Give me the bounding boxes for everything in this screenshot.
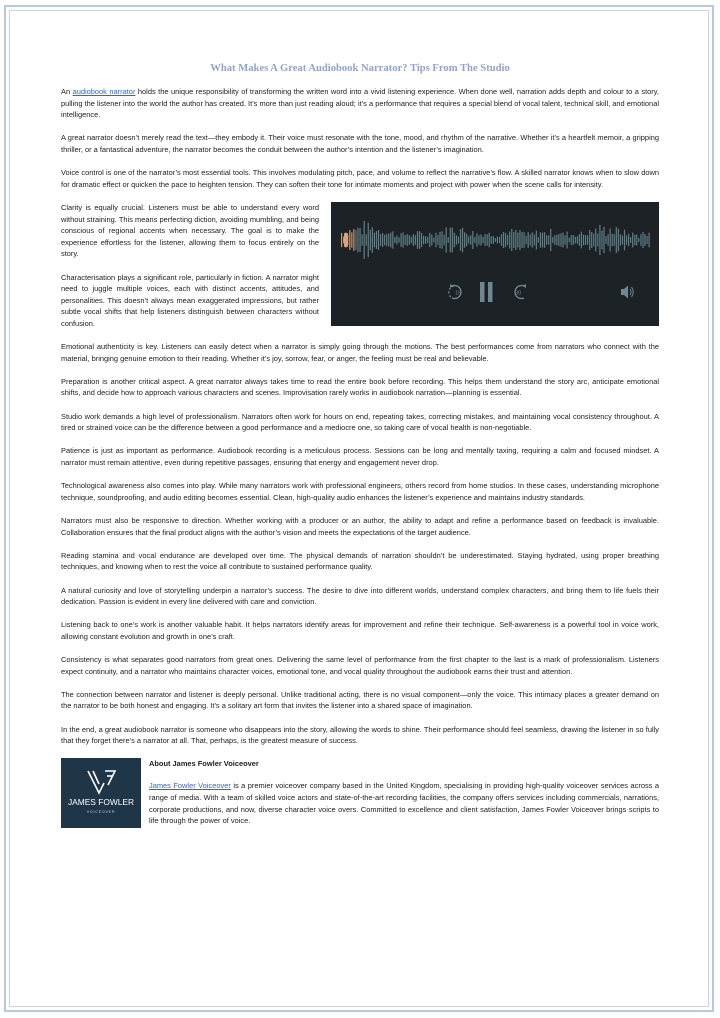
audio-player-graphic: [331, 202, 659, 326]
article-title: What Makes A Great Audiobook Narrator? Tips From The Studio: [210, 63, 510, 74]
waveform-bar: [601, 231, 602, 250]
waveform-bar: [640, 234, 641, 246]
paragraph-clarity: Clarity is equally crucial. Listeners must be able to understand every word without straining. This means perfecting diction, avoiding mumbling, and being conscious of regional accents when necessary. The goal is to make the experience effortless for the listener, allowing them to focus entirely on the story.: [61, 202, 319, 259]
waveform-bar: [378, 230, 379, 250]
waveform-bar: [632, 232, 633, 247]
article-body: [61, 86, 659, 828]
waveform-bar: [341, 233, 342, 247]
forward-30-icon[interactable]: [515, 284, 526, 299]
waveform-bar: [544, 232, 545, 248]
waveform-bar: [425, 236, 426, 243]
paragraph-embody: A great narrator doesn’t merely read the text—they embody it. Their voice must resonate with the tone, mood, and rhythm of the narrative. Whether it’s a heartfelt memoir, a gripping thriller, or a fantastical adventure, the narrator becomes the conduit between the author’s intention and the listener’s imagination.: [61, 133, 659, 154]
waveform-bar: [556, 235, 557, 245]
waveform-bar: [530, 234, 531, 245]
waveform-bar: [454, 233, 455, 248]
logo-tagline: VOICEOVER: [86, 810, 116, 815]
waveform-bar: [439, 232, 440, 248]
paragraph-patience: Patience is just as important as performance. Audiobook recording is a meticulous process. Sessions can be long and mentally taxing, requiring a calm and focused mindset. A narrator must remain attentive, even during repetitive passages, ensuring that energy and engagement never drop.: [61, 446, 659, 467]
paragraph-consistency: Consistency is what separates good narrators from great ones. Delivering the same level of performance from the first chapter to the last is a mark of professionalism. Listeners expect continuity, and a narrator who maintains character voices, emotional tone, and vocal quality throughout the audiobook earns their trust and attention.: [61, 655, 659, 676]
waveform-bar: [542, 232, 543, 247]
paragraph-characterisation: Characterisation plays a significant role, particularly in fiction. A narrator might need to juggle multiple voices, each with distinct accents, attitudes, and personalities. This doesn’t always mean exaggerated impressions, but rather subtle vocal shifts that help listeners distinguish between characters without confusion.: [61, 272, 319, 328]
waveform-bar: [552, 237, 553, 243]
rewind-15-icon[interactable]: [449, 284, 461, 299]
waveform-bar: [503, 232, 504, 248]
waveform-bar: [614, 234, 615, 246]
waveform-bar: [478, 235, 479, 244]
waveform-bar: [419, 231, 420, 249]
waveform-bar: [536, 230, 537, 249]
waveform-bar: [491, 236, 492, 244]
waveform-bar: [392, 231, 393, 248]
intro-text-start: An: [61, 87, 73, 96]
waveform-bar: [567, 232, 568, 249]
waveform-bar: [366, 234, 367, 246]
waveform-bar: [421, 233, 422, 247]
waveform-bar: [558, 234, 559, 246]
waveform-bar: [571, 235, 572, 245]
waveform-bar: [456, 235, 457, 244]
waveform-bar: [462, 228, 463, 253]
waveform-bar: [444, 235, 445, 246]
waveform-bar: [403, 232, 404, 247]
about-text: [149, 758, 659, 826]
waveform-bar: [396, 235, 397, 244]
waveform-bar: [517, 233, 518, 248]
waveform-bar: [528, 232, 529, 248]
audiobook-narrator-link[interactable]: audiobook narrator: [72, 87, 136, 96]
waveform-bar: [626, 235, 627, 244]
waveform-bar: [636, 234, 637, 245]
waveform-bar: [470, 235, 471, 245]
paragraph-emotional-authenticity: Emotional authenticity is key. Listeners can easily detect when a narrator is simply going through the motions. The best performances come from narrators who connect with the material, bringing genuine emotion to their reading. Whether it’s joy, sorrow, fear, or anger, the feeling must be real and believable.: [61, 342, 659, 363]
waveform-bar: [505, 233, 506, 247]
waveform-bar: [587, 235, 588, 244]
waveform-bar: [638, 238, 639, 242]
paragraph-preparation: Preparation is another critical aspect. A great narrator always takes time to read the entire book before recording. This helps them understand the story arc, anticipate emotional shifts, and decide how to approach various characters and scenes. Improvisation rarely works in audiobook narration—planning is essential.: [61, 376, 659, 398]
waveform-bar: [540, 232, 541, 248]
waveform-bar: [423, 236, 424, 245]
audio-player-image: [331, 202, 659, 326]
playhead-marker[interactable]: [344, 233, 348, 247]
paragraph-direction: Narrators must also be responsive to direction. Whether working with a producer or an author, the ability to adapt and refine a performance based on feedback is invaluable. Collaboration ensures that the final product aligns with the author’s vision and meets the expectations of the target audience.: [61, 515, 659, 537]
waveform-bar: [618, 229, 619, 251]
waveform-bar: [630, 237, 631, 243]
waveform-bar: [370, 230, 371, 250]
waveform-bar: [390, 233, 391, 248]
paragraph-connection: The connection between narrator and listener is deeply personal. Unlike traditional acting, there is no visual component—only the voice. This intimacy places a greater demand on the narrator to be both honest and engaging. It’s a solitary art form that invites the listener into a shared space of imagination.: [61, 689, 659, 711]
paragraph-stamina: Reading stamina and vocal endurance are developed over time. The physical demands of narration shouldn’t be underestimated. Staying hydrated, using proper breathing techniques, and knowing when to rest the voice all contribute to sustained performance quality.: [61, 550, 659, 572]
waveform-bar: [364, 221, 365, 259]
waveform-bar: [511, 229, 512, 251]
waveform-bar: [603, 227, 604, 253]
paragraph-listening-back: Listening back to one’s work is another valuable habit. It helps narrators identify areas for improvement and refine their technique. Self-awareness is a powerful tool in voice work, allowing constant evolution and growth in one’s craft.: [61, 620, 659, 641]
waveform-bar: [458, 237, 459, 244]
waveform-bar: [472, 231, 473, 249]
waveform-bar: [398, 237, 399, 242]
waveform-bar: [433, 238, 434, 243]
waveform-bar: [382, 233, 383, 247]
waveform-bar: [554, 235, 555, 245]
waveform-bar: [497, 237, 498, 244]
waveform-bar: [622, 235, 623, 244]
volume-icon[interactable]: [621, 285, 633, 298]
about-body: is a premier voiceover company based in the United Kingdom, specialising in providing high-quality voiceover services across a range of media. With a team of skilled voice actors and state-of-the-art recording facilities, the company offers services including commercials, narrations, corporate productions, and now, diverse character voice overs. Committed to excellence and client satisfaction, James Fowler Voiceover brings scripts to life through the power of voice.: [149, 781, 659, 826]
waveform-bar: [376, 231, 377, 249]
waveform-bar: [573, 235, 574, 245]
waveform-bar: [388, 234, 389, 247]
waveform-bar: [351, 232, 352, 247]
waveform-bar: [437, 235, 438, 245]
paragraph-conclusion: In the end, a great audiobook narrator is someone who disappears into the story, allowing the words to shine. Their performance should feel seamless, drawing the listener in so fully that they forget there’s a narrator at all. That, perhaps, is the greatest measure of success.: [61, 724, 659, 746]
waveform-bar: [624, 230, 625, 251]
waveform-bar: [593, 234, 594, 247]
waveform-bar: [513, 232, 514, 248]
waveform-bar: [507, 235, 508, 245]
waveform-bar: [526, 236, 527, 244]
company-logo: [61, 758, 141, 828]
waveform-bar: [446, 227, 447, 252]
waveform-bar: [413, 234, 414, 246]
waveform-bar: [605, 236, 606, 244]
waveform-bar: [560, 233, 561, 246]
waveform-bar: [577, 236, 578, 243]
waveform-bar: [487, 234, 488, 245]
waveform-bar: [394, 237, 395, 243]
waveform-bar: [538, 237, 539, 243]
waveform-bar: [649, 233, 650, 248]
pause-icon[interactable]: [480, 282, 493, 302]
waveform-bar: [372, 227, 373, 253]
waveform-bar: [519, 230, 520, 250]
waveform-bar: [546, 235, 547, 244]
waveform-bar: [628, 234, 629, 247]
waveform-bar: [417, 231, 418, 248]
waveform-bar: [523, 232, 524, 248]
waveform-bar: [599, 225, 600, 255]
waveform-bar: [468, 236, 469, 243]
paragraph-curiosity: A natural curiosity and love of storytelling underpin a narrator’s success. The desire to dive into different worlds, understand complex characters, and bring them to life fuels their dedication. Passion is evident in every line delivered with care and conviction.: [61, 585, 659, 607]
waveform-bar: [450, 228, 451, 253]
waveform-bar: [460, 229, 461, 250]
waveform-bar: [509, 231, 510, 248]
waveform-bar: [589, 230, 590, 250]
waveform-bar: [431, 234, 432, 245]
waveform: [341, 221, 650, 259]
paragraph-studio-work: Studio work demands a high level of professionalism. Narrators often work for hours on end, repeating takes, correcting mistakes, and maintaining vocal consistency throughout. A tired or strained voice can be the difference between a good performance and a mediocre one, so taking care of vocal health is non-negotiable.: [61, 411, 659, 433]
waveform-bar: [466, 234, 467, 247]
intro-paragraph: [61, 86, 659, 121]
paragraph-technology: Technological awareness also comes into play. While many narrators work with professional engineers, others record from home studios. In these cases, understanding microphone technique, soundproofing, and audio editing becomes essential. Clean, high-quality audio enhances the listener’s experience and maintains industry standards.: [61, 481, 659, 502]
waveform-bar: [407, 234, 408, 246]
intro-text-end: holds the unique responsibility of transforming the written word into a vivid listening experience. When done well, narration adds depth and colour to a story, pulling the listener into the world the author has created. It’s more than just reading aloud; it’s a performance that requires a special blend of vocal talent, technical skill, and emotional intelligence.: [61, 87, 659, 120]
waveform-bar: [485, 234, 486, 246]
waveform-bar: [355, 230, 356, 250]
waveform-bar: [380, 234, 381, 246]
forward-label: 30: [514, 290, 522, 297]
waveform-bar: [499, 237, 500, 243]
waveform-bar: [581, 232, 582, 249]
waveform-bar: [548, 235, 549, 244]
waveform-bar: [575, 237, 576, 244]
waveform-bar: [357, 228, 358, 253]
waveform-bar: [405, 235, 406, 245]
waveform-bar: [441, 231, 442, 249]
waveform-bar: [480, 234, 481, 245]
waveform-bar: [591, 232, 592, 248]
waveform-bar: [634, 235, 635, 245]
waveform-bar: [374, 233, 375, 248]
james-fowler-voiceover-link[interactable]: James Fowler Voiceover: [149, 781, 231, 791]
waveform-bar: [386, 234, 387, 247]
waveform-bar: [534, 234, 535, 245]
waveform-bar: [562, 232, 563, 247]
waveform-bar: [429, 233, 430, 247]
waveform-bar: [608, 234, 609, 246]
waveform-bar: [452, 227, 453, 252]
waveform-bar: [532, 232, 533, 247]
waveform-bar: [612, 234, 613, 246]
waveform-bar: [644, 234, 645, 246]
waveform-bar: [349, 230, 350, 250]
waveform-bar: [474, 237, 475, 243]
paragraph-voice-control: Voice control is one of the narrator’s most essential tools. This involves modulating pitch, pace, and volume to reflect the narrative’s flow. A skilled narrator knows when to slow down for dramatic effect or quicken the pace to heighten tension. They can soften their tone for intimate moments and project with power when the scene calls for intensity.: [61, 168, 659, 189]
waveform-bar: [550, 229, 551, 251]
logo-graphic: [61, 758, 141, 828]
waveform-bar: [493, 236, 494, 244]
waveform-bar: [482, 237, 483, 244]
waveform-bar: [495, 238, 496, 242]
waveform-bar: [569, 238, 570, 242]
waveform-bar: [595, 228, 596, 251]
waveform-bar: [448, 237, 449, 243]
waveform-bar: [476, 233, 477, 246]
waveform-bar: [585, 235, 586, 245]
waveform-bar: [411, 237, 412, 244]
waveform-bar: [435, 233, 436, 247]
waveform-bar: [409, 235, 410, 245]
waveform-bar: [400, 233, 401, 247]
waveform-bar: [464, 232, 465, 248]
waveform-bar: [362, 234, 363, 245]
waveform-bar: [564, 235, 565, 244]
about-heading: About James Fowler Voiceover: [149, 759, 259, 769]
waveform-bar: [597, 233, 598, 246]
waveform-bar: [579, 234, 580, 246]
logo-mark-icon: [88, 771, 115, 793]
waveform-bar: [521, 232, 522, 248]
waveform-bar: [620, 234, 621, 245]
rewind-label: 15: [454, 290, 462, 297]
waveform-bar: [610, 228, 611, 251]
waveform-bar: [646, 236, 647, 244]
waveform-bar: [384, 235, 385, 245]
waveform-bar: [368, 223, 369, 257]
waveform-bar: [583, 235, 584, 246]
waveform-bar: [353, 229, 354, 251]
waveform-bar: [642, 232, 643, 248]
waveform-bar: [515, 230, 516, 250]
about-paragraph: [149, 780, 659, 826]
waveform-bar: [359, 228, 360, 252]
waveform-bar: [489, 233, 490, 248]
logo-name: JAMES FOWLER: [67, 797, 135, 808]
about-section: [61, 758, 659, 828]
waveform-bar: [415, 235, 416, 244]
waveform-bar: [501, 234, 502, 245]
waveform-bar: [427, 237, 428, 244]
waveform-bar: [616, 227, 617, 253]
